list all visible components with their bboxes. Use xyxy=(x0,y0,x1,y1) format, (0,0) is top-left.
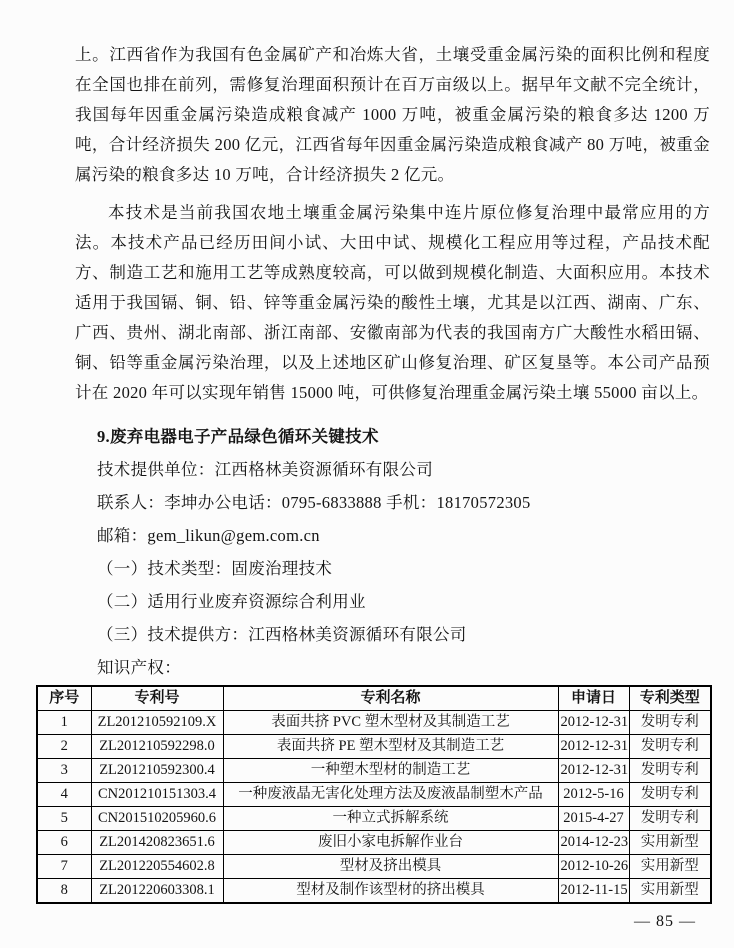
section-line-industry: （二）适用行业废弃资源综合利用业 xyxy=(97,592,366,611)
header-cell-patent-name: 专利名称 xyxy=(223,686,558,711)
table-cell: ZL201220554602.8 xyxy=(91,855,223,879)
table-cell: 6 xyxy=(37,831,91,855)
body-paragraph-technology: 本技术是当前我国农地土壤重金属污染集中连片原位修复治理中最常应用的方法。本技术产品已经历田间小试、大田中试、规模化工程应用等过程，产品技术配方、制造工艺和施用工艺等成熟度较高，可以做到规模化制造、大面积应用。本技术适用于我国镉、铜、铅、锌等重金属污染的酸性土壤，尤其是以江西、湖南、广东、广西、贵州、湖北南部、浙江南部、安徽南部为代表的我国南方广大酸性水稻田镉、铜、铅等重金属污染治理，以及上述地区矿山修复治理、矿区复垦等。本公司产品预计在 2020 年可以实现年销售 15000 吨，可供修复治理重金属污染土壤 55000 亩以上。 xyxy=(75,203,710,402)
section-heading: 9.废弃电器电子产品绿色循环关键技术 xyxy=(97,427,379,446)
table-cell: 2014-12-23 xyxy=(558,831,629,855)
table-cell: 实用新型 xyxy=(629,879,711,904)
patent-table-header xyxy=(37,686,711,711)
header-cell-patent-no: 专利号 xyxy=(91,686,223,711)
table-row xyxy=(37,735,711,759)
table-row xyxy=(37,711,711,735)
table-cell: 发明专利 xyxy=(629,711,711,735)
table-row xyxy=(37,879,711,904)
table-cell: 8 xyxy=(37,879,91,904)
table-row xyxy=(37,855,711,879)
table-header-row xyxy=(37,686,711,711)
table-cell: 发明专利 xyxy=(629,735,711,759)
table-cell: ZL201220603308.1 xyxy=(91,879,223,904)
table-cell: 发明专利 xyxy=(629,783,711,807)
header-cell-patent-type: 专利类型 xyxy=(629,686,711,711)
table-cell: 型材及制作该型材的挤出模具 xyxy=(223,879,558,904)
table-cell: 一种立式拆解系统 xyxy=(223,807,558,831)
table-cell: CN201210151303.4 xyxy=(91,783,223,807)
table-cell: 5 xyxy=(37,807,91,831)
table-cell: ZL201420823651.6 xyxy=(91,831,223,855)
table-cell: 2012-11-15 xyxy=(558,879,629,904)
table-cell: 1 xyxy=(37,711,91,735)
table-cell: 7 xyxy=(37,855,91,879)
table-cell: ZL201210592109.X xyxy=(91,711,223,735)
page-number: — 85 — xyxy=(634,913,696,930)
section-line-tech-provider: （三）技术提供方：江西格林美资源循环有限公司 xyxy=(97,625,467,644)
table-row xyxy=(37,831,711,855)
patent-table-body xyxy=(37,711,711,904)
table-cell: 4 xyxy=(37,783,91,807)
table-cell: 发明专利 xyxy=(629,807,711,831)
section-line-ip-label: 知识产权： xyxy=(97,658,181,677)
table-cell: ZL201210592300.4 xyxy=(91,759,223,783)
table-row xyxy=(37,807,711,831)
table-cell: CN201510205960.6 xyxy=(91,807,223,831)
header-cell-apply-date: 申请日 xyxy=(558,686,629,711)
table-row xyxy=(37,783,711,807)
table-cell: 2 xyxy=(37,735,91,759)
table-cell: 一种废液晶无害化处理方法及废液晶制塑木产品 xyxy=(223,783,558,807)
table-cell: 2012-12-31 xyxy=(558,759,629,783)
table-cell: 3 xyxy=(37,759,91,783)
table-cell: 表面共挤 PVC 塑木型材及其制造工艺 xyxy=(223,711,558,735)
table-cell: 一种塑木型材的制造工艺 xyxy=(223,759,558,783)
section-line-email: 邮箱：gem_likun@gem.com.cn xyxy=(97,526,320,545)
header-cell-index: 序号 xyxy=(37,686,91,711)
table-cell: 废旧小家电拆解作业台 xyxy=(223,831,558,855)
table-cell: ZL201210592298.0 xyxy=(91,735,223,759)
table-cell: 实用新型 xyxy=(629,831,711,855)
patent-table xyxy=(36,685,712,904)
table-cell: 表面共挤 PE 塑木型材及其制造工艺 xyxy=(223,735,558,759)
table-cell: 实用新型 xyxy=(629,855,711,879)
table-cell: 2012-12-31 xyxy=(558,735,629,759)
section-line-tech-type: （一）技术类型：固废治理技术 xyxy=(97,559,333,578)
table-cell: 型材及挤出模具 xyxy=(223,855,558,879)
table-cell: 2012-5-16 xyxy=(558,783,629,807)
table-row xyxy=(37,759,711,783)
table-cell: 发明专利 xyxy=(629,759,711,783)
body-paragraph-continuation: 上。江西省作为我国有色金属矿产和冶炼大省，土壤受重金属污染的面积比例和程度在全国也排在前列，需修复治理面积预计在百万亩级以上。据早年文献不完全统计，我国每年因重金属污染造成粮食减产 1000 万吨，被重金属污染的粮食多达 1200 万吨，合计经济损失 200 亿元，江西省每年因重金属污染造成粮食减产 80 万吨，被重金属污染的粮食多达 10 万吨，合计经济损失 2 亿元。 xyxy=(75,45,710,184)
table-cell: 2012-10-26 xyxy=(558,855,629,879)
section-line-contact: 联系人：李坤办公电话：0795-6833888 手机：18170572305 xyxy=(97,493,531,512)
table-cell: 2012-12-31 xyxy=(558,711,629,735)
section-line-provider: 技术提供单位：江西格林美资源循环有限公司 xyxy=(97,460,433,479)
table-cell: 2015-4-27 xyxy=(558,807,629,831)
